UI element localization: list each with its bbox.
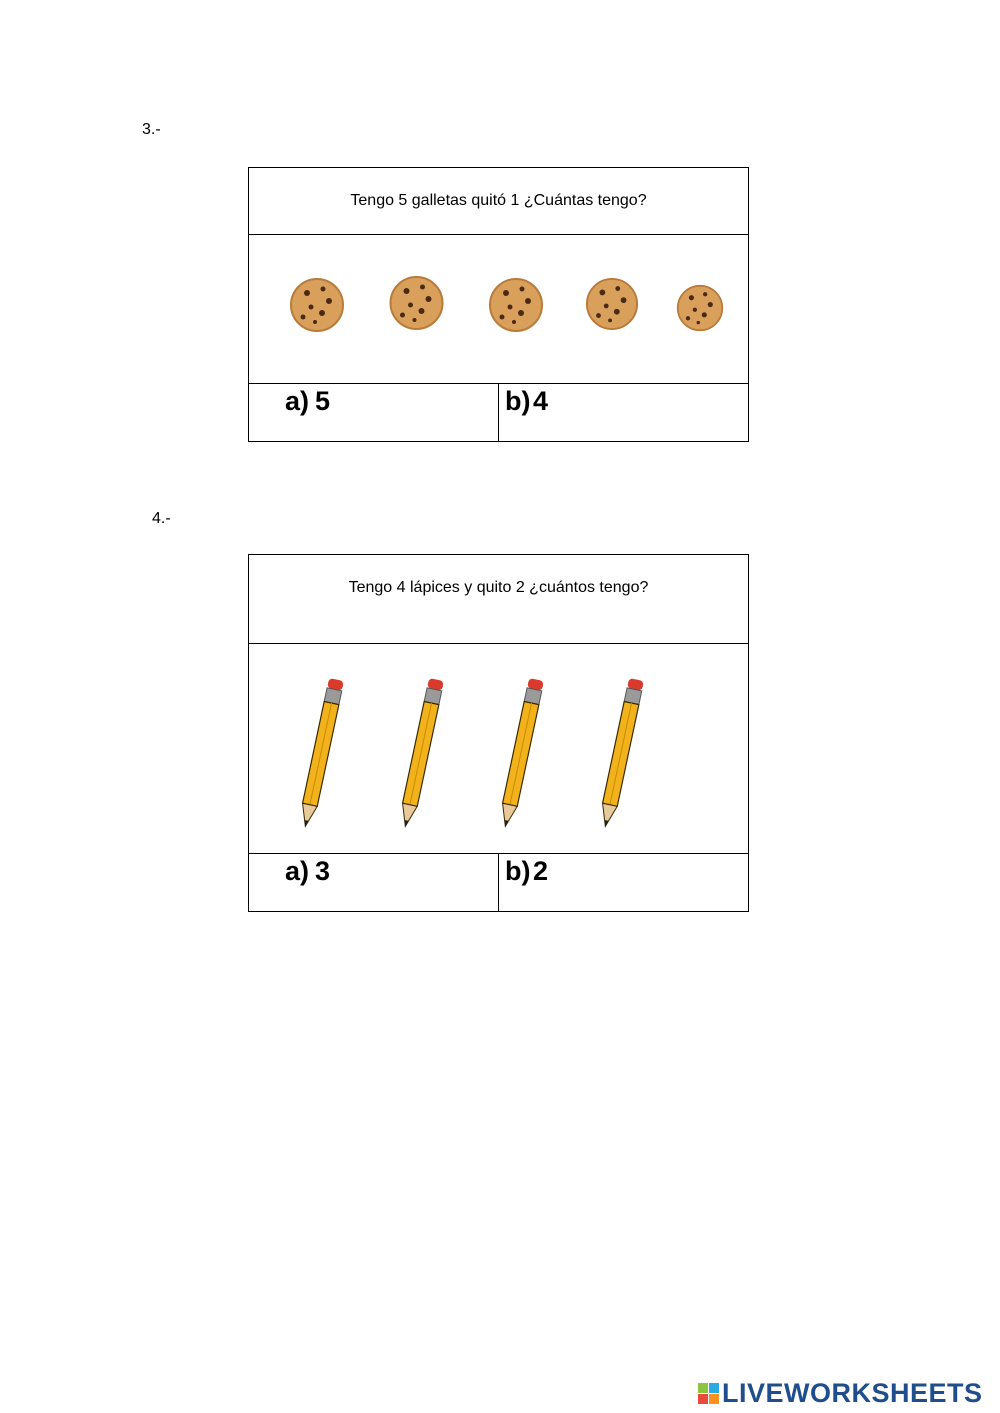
- question-4-images: [249, 644, 748, 854]
- question-4-prompt: Tengo 4 lápices y quito 2 ¿cuántos tengo?: [249, 555, 748, 644]
- question-4-option-a[interactable]: [249, 854, 498, 912]
- option-label: a): [285, 386, 310, 416]
- cookie-icon: [676, 284, 724, 332]
- brand-name: LIVEWORKSHEETS: [722, 1378, 983, 1408]
- liveworksheets-logo[interactable]: [698, 1378, 983, 1409]
- cookie-icon: [585, 277, 639, 331]
- logo-mark-icon: [698, 1383, 719, 1404]
- question-3-option-b[interactable]: [498, 384, 748, 442]
- cookie-icon: [289, 277, 345, 333]
- question-3-option-a[interactable]: [249, 384, 498, 442]
- question-3-prompt: Tengo 5 galletas quitó 1 ¿Cuántas tengo?: [249, 168, 748, 235]
- pencil-icon: [396, 676, 446, 834]
- question-3-box: [248, 167, 749, 442]
- cookie-icon: [388, 275, 445, 331]
- option-value: 2: [533, 856, 549, 886]
- question-4-answers: [249, 854, 748, 912]
- question-4-number: 4.-: [152, 510, 171, 527]
- pencil-icon: [596, 676, 646, 834]
- option-value: 5: [315, 386, 331, 416]
- question-4-option-b[interactable]: [498, 854, 748, 912]
- option-value: 3: [315, 856, 331, 886]
- question-3-images: [249, 235, 748, 384]
- pencil-icon: [496, 676, 546, 834]
- option-label: a): [285, 856, 310, 886]
- cookie-icon: [488, 277, 544, 333]
- question-4-box: [248, 554, 749, 912]
- option-label: b): [505, 386, 531, 416]
- question-3-answers: [249, 384, 748, 442]
- option-value: 4: [533, 386, 549, 416]
- pencil-icon: [296, 676, 346, 834]
- option-label: b): [505, 856, 531, 886]
- question-3-number: 3.-: [142, 121, 161, 138]
